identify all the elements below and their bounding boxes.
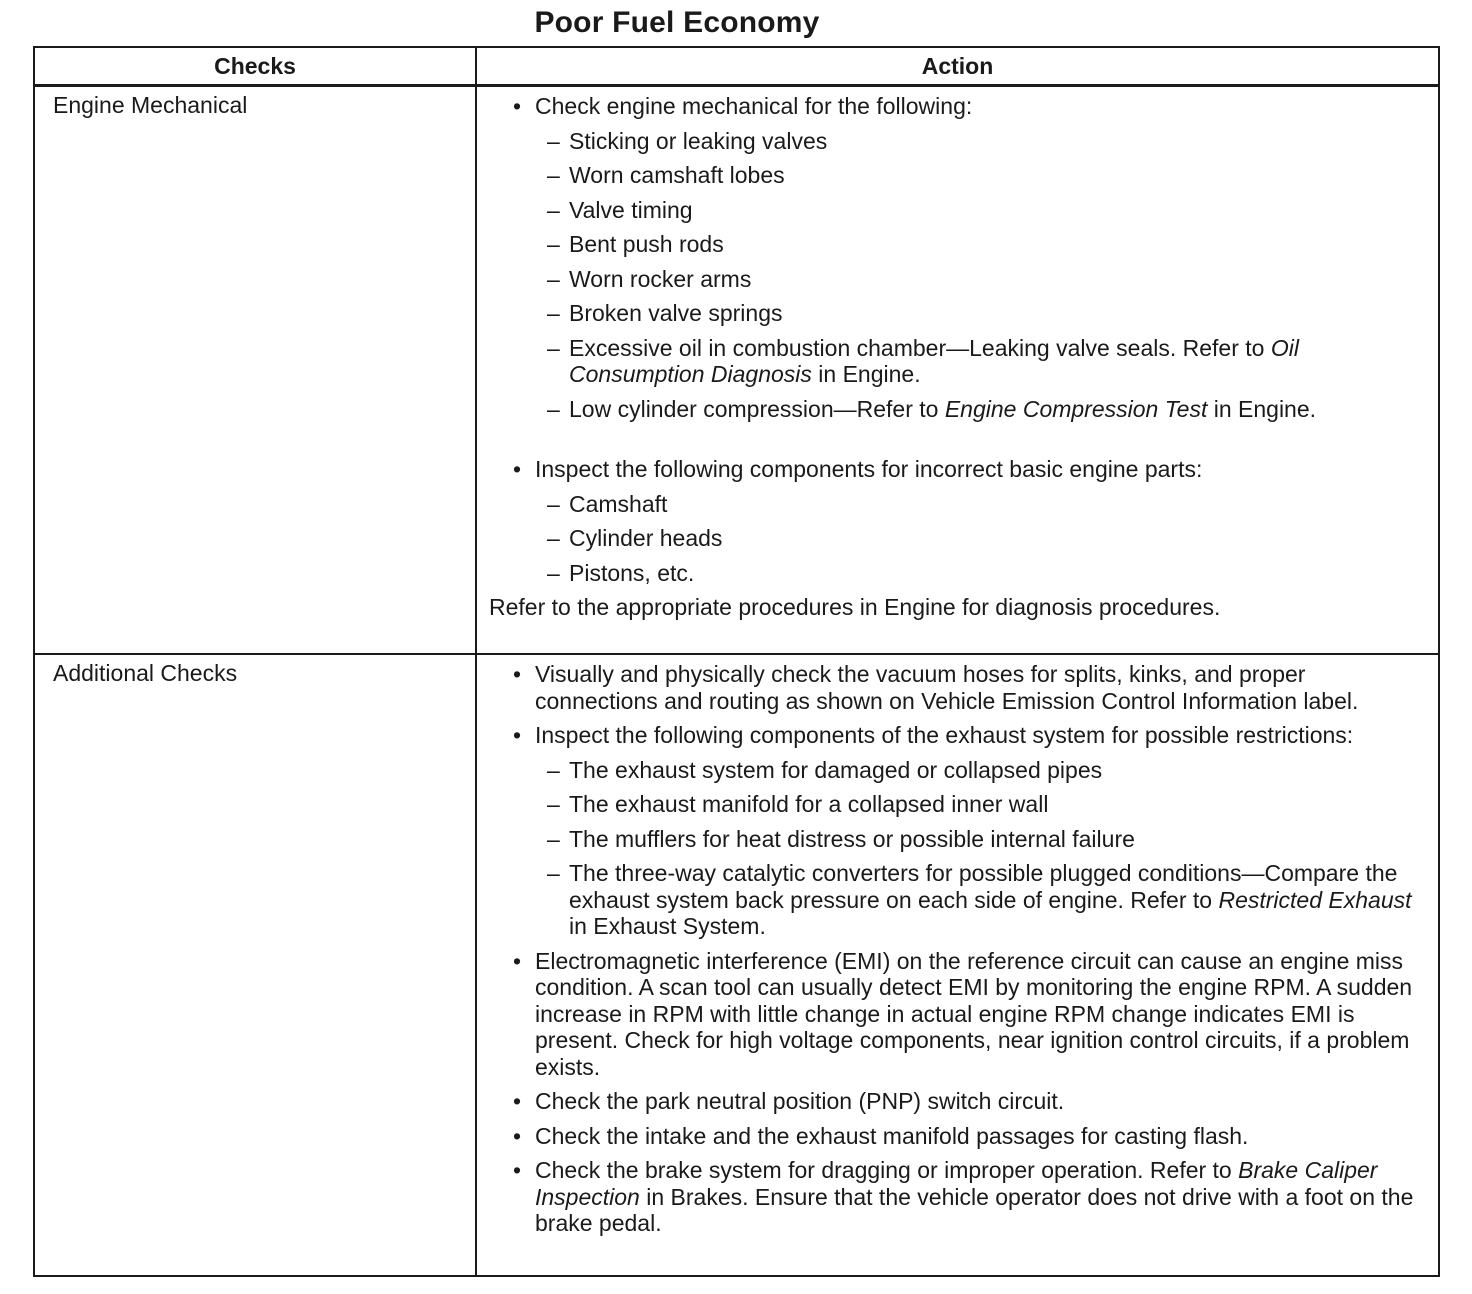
restricted-exhaust-reference: Restricted Exhaust (1218, 886, 1412, 913)
bullet-item-vacuum-hoses: • Visually and physically check the vacuum hoses for splits, kinks, and proper connections and routing as shown on Vehicle Emission Control Information label. (489, 661, 1428, 714)
sub-item-text: Low cylinder compression—Refer to (569, 395, 945, 422)
sub-item: – Cylinder heads (489, 525, 1428, 552)
sub-item-catalytic (489, 860, 1428, 940)
bullet-item-pnp: • Check the park neutral position (PNP) switch circuit. (489, 1088, 1428, 1115)
checks-column-header: Checks (34, 47, 476, 86)
sub-item-text: in Engine. (811, 361, 921, 387)
compression-test-reference: Engine Compression Test (944, 395, 1208, 422)
oil-consumption-reference: Oil Consumption Diagnosis (569, 334, 1299, 387)
sub-item-text: in Engine. (1207, 395, 1317, 422)
sub-item: – Worn rocker arms (489, 266, 1428, 293)
engine-note: Refer to the appropriate procedures in Engine for diagnosis procedures. (489, 594, 1221, 620)
action-cell-engine-mechanical (476, 86, 1439, 655)
sub-item-compression (489, 396, 1428, 423)
sub-item-text: in Exhaust System. (569, 913, 766, 939)
bullet-item-brake (489, 1157, 1428, 1237)
bullet-item-text: in Brakes. Ensure that the vehicle operator does not drive with a foot on the brake pedal. (535, 1183, 1414, 1236)
sub-item-oil-consumption (489, 335, 1428, 388)
check-cell-engine-mechanical: Engine Mechanical (34, 86, 476, 655)
bullet-item-intake: • Check the intake and the exhaust manifold passages for casting flash. (489, 1123, 1428, 1150)
diagnosis-table (33, 46, 1440, 1277)
page-title: Poor Fuel Economy (534, 6, 820, 39)
sub-item: – Sticking or leaking valves (489, 128, 1428, 155)
bullet-item-exhaust: • Inspect the following components of the exhaust system for possible restrictions: (489, 722, 1428, 749)
action-column-header: Action (476, 47, 1439, 86)
sub-item: – Pistons, etc. (489, 560, 1428, 587)
sub-item: – The exhaust manifold for a collapsed inner wall (489, 791, 1428, 818)
sub-item: – Bent push rods (489, 231, 1428, 258)
sub-item: – Worn camshaft lobes (489, 162, 1428, 189)
check-cell-additional-checks: Additional Checks (34, 654, 476, 1276)
sub-item-text: Excessive oil in combustion chamber—Leaking valve seals. Refer to (569, 334, 1271, 361)
sub-item: – Camshaft (489, 491, 1428, 518)
sub-item: – The mufflers for heat distress or possible internal failure (489, 826, 1428, 853)
table-row-engine-mechanical (34, 86, 1439, 655)
sub-item: – Valve timing (489, 197, 1428, 224)
spacer (489, 430, 1428, 456)
bullet-item: • Inspect the following components for incorrect basic engine parts: (489, 456, 1428, 483)
sub-item-text: The three-way catalytic converters for possible plugged conditions—Compare the exhaust system back pressure on each side of engine. Refer to (569, 860, 1398, 913)
brake-caliper-reference: Brake Caliper Inspection (535, 1157, 1378, 1210)
bullet-item-text: Check the brake system for dragging or improper operation. Refer to (535, 1157, 1239, 1183)
bullet-item-emi: • Electromagnetic interference (EMI) on the reference circuit can cause an engine miss condition. A scan tool can usually detect EMI by monitoring the engine RPM. A sudden increase in RPM with little change in actual engine RPM change indicates EMI is present. Check for high voltage components, near ignition control circuits, if a problem exists. (489, 948, 1428, 1081)
action-cell-additional-checks (476, 654, 1439, 1276)
bullet-item: • Check engine mechanical for the following: (489, 93, 1428, 120)
sub-item: – Broken valve springs (489, 300, 1428, 327)
table-header-row (34, 47, 1439, 86)
table-row-additional-checks (34, 654, 1439, 1276)
sub-item: – The exhaust system for damaged or collapsed pipes (489, 757, 1428, 784)
